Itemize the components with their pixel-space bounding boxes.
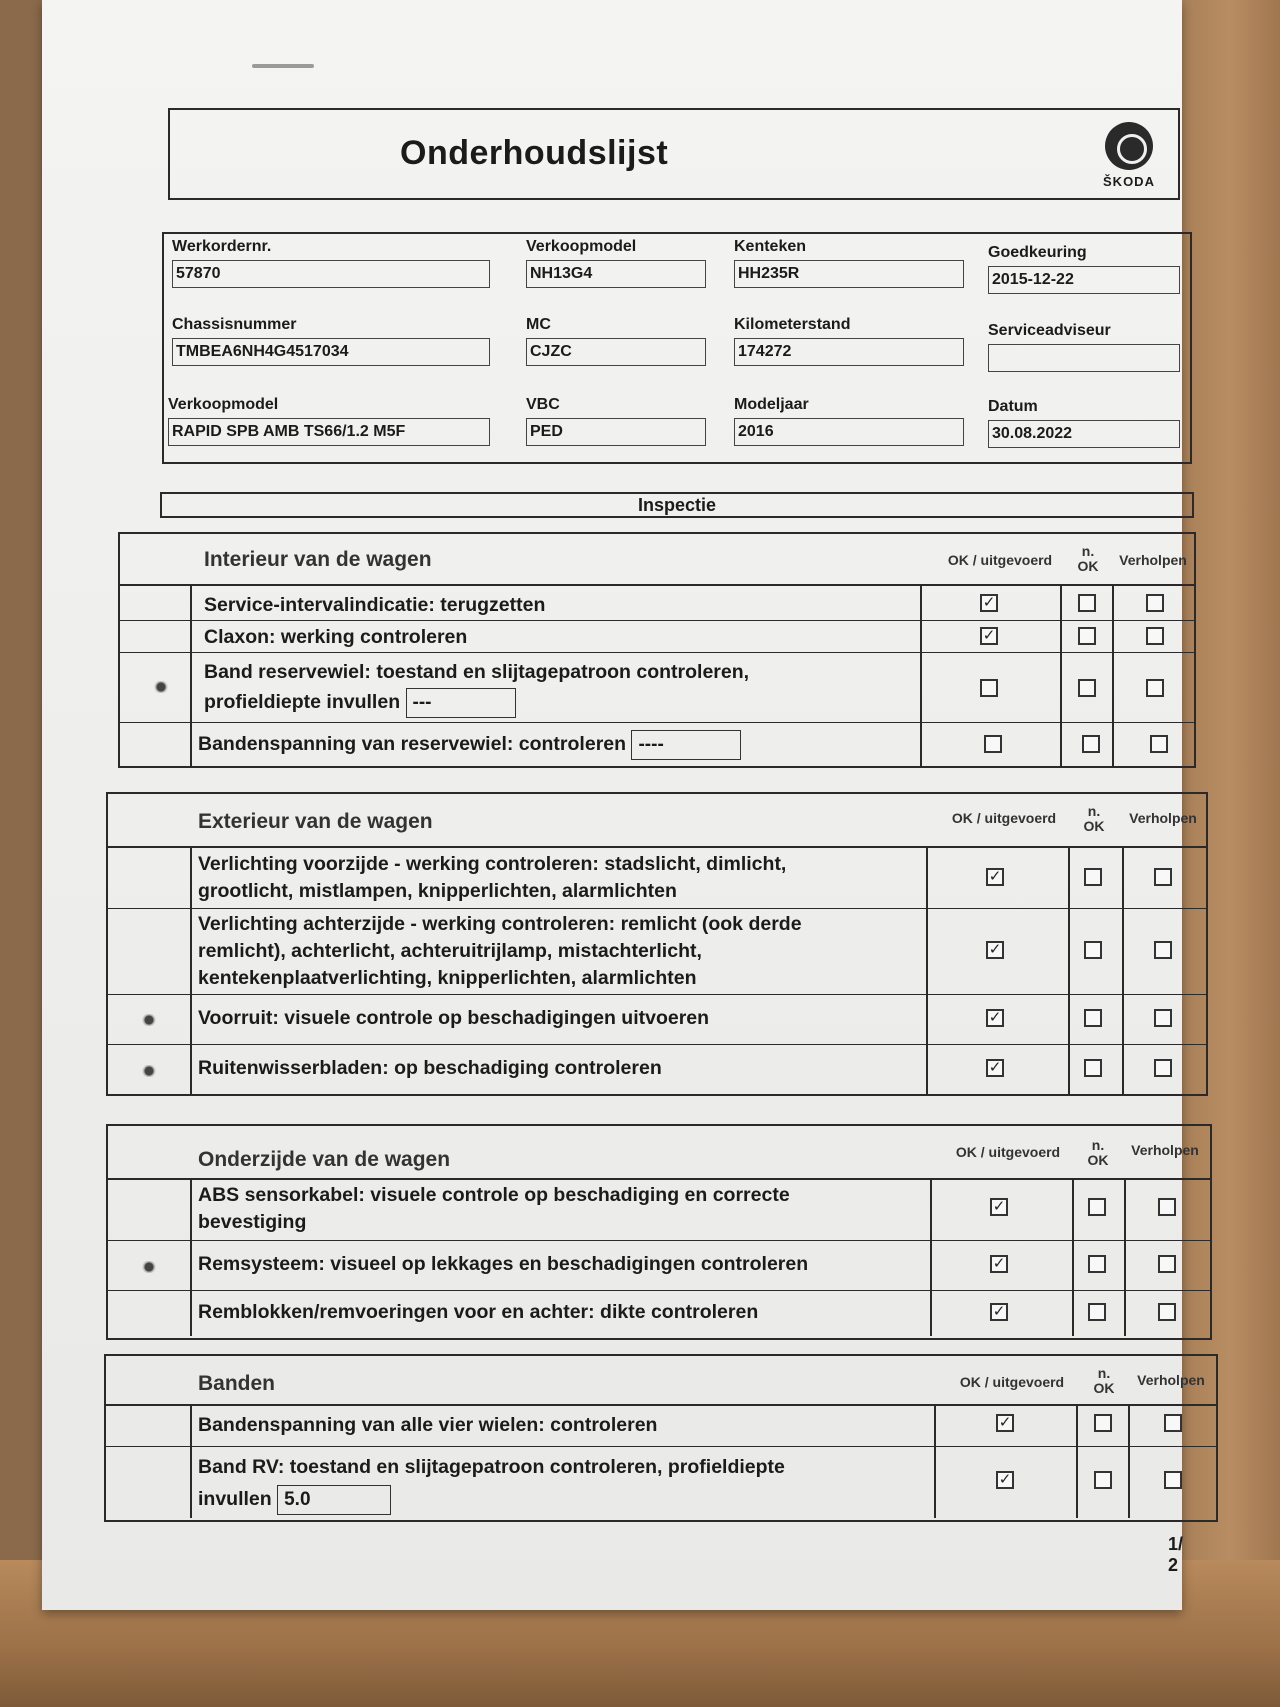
section-title: Banden [198,1372,276,1395]
checklist-row: Band RV: toestand en slijtagepatroon controleren, profieldiepte invullen 5.0 ✓ [106,1446,1216,1518]
ok-checkbox[interactable]: ✓ [996,1414,1014,1432]
section-exterieur [106,792,1208,1096]
fixed-checkbox[interactable] [1146,594,1164,612]
nok-checkbox[interactable] [1088,1303,1106,1321]
fixed-checkbox[interactable] [1154,868,1172,886]
nok-checkbox[interactable] [1084,1059,1102,1077]
section-title: Interieur van de wagen [204,548,432,571]
ok-checkbox[interactable]: ✓ [986,941,1004,959]
field-chassisnummer: Chassisnummer TMBEA6NH4G4517034 [172,316,490,366]
nok-checkbox[interactable] [1088,1255,1106,1273]
ok-checkbox[interactable] [984,735,1002,753]
checklist-row: Service-intervalindicatie: terugzetten ✓ [120,586,1194,620]
fixed-checkbox[interactable] [1154,1059,1172,1077]
brand-name: ŠKODA [1103,174,1155,189]
field-kilometerstand: Kilometerstand 174272 [734,316,964,366]
section-header [120,534,1194,586]
nok-checkbox[interactable] [1084,1009,1102,1027]
section-banden [104,1354,1218,1522]
section-header [106,1356,1216,1406]
vehicle-info-box [162,232,1192,464]
eye-icon [138,1014,160,1026]
checklist-row: Band reservewiel: toestand en slijtagepatroon controleren, profieldiepte invullen --- [120,652,1194,722]
ok-checkbox[interactable]: ✓ [980,594,998,612]
field-modeljaar: Modeljaar 2016 [734,396,964,446]
fixed-checkbox[interactable] [1146,679,1164,697]
nok-checkbox[interactable] [1078,594,1096,612]
checklist-row: Bandenspanning van reservewiel: controleren ---- [120,722,1194,766]
section-rows [120,586,1194,766]
ok-checkbox[interactable]: ✓ [990,1303,1008,1321]
section-rows [108,1180,1210,1336]
col-ok: OK / uitgevoerd [959,1374,1065,1390]
section-title: Onderzijde van de wagen [198,1148,451,1171]
document-page [42,0,1205,1610]
field-verkoopmodel-name: Verkoopmodel RAPID SPB AMB TS66/1.2 M5F [168,396,490,446]
fixed-checkbox[interactable] [1158,1255,1176,1273]
fixed-checkbox[interactable] [1146,627,1164,645]
col-verholpen: Verholpen [1131,1142,1199,1158]
ok-checkbox[interactable]: ✓ [986,1059,1004,1077]
section-interieur [118,532,1196,768]
eye-icon [138,1261,160,1273]
fixed-checkbox[interactable] [1164,1414,1182,1432]
section-header [108,1126,1210,1180]
col-nok: n. OK [1093,1365,1115,1396]
ok-checkbox[interactable]: ✓ [990,1198,1008,1216]
page-number: 1/ 2 [1168,1534,1184,1575]
ok-checkbox[interactable] [980,679,998,697]
nok-checkbox[interactable] [1094,1471,1112,1489]
col-nok: n. OK [1087,1137,1109,1168]
field-verkoopmodel-code: Verkoopmodel NH13G4 [526,238,706,288]
nok-checkbox[interactable] [1084,941,1102,959]
nok-checkbox[interactable] [1078,679,1096,697]
field-serviceadviseur: Serviceadviseur [988,322,1180,372]
field-kenteken: Kenteken HH235R [734,238,964,288]
section-title: Exterieur van de wagen [198,810,433,833]
section-rows [106,1406,1216,1518]
profieldiepte-input[interactable]: --- [406,688,516,718]
profieldiepte-rv-input[interactable]: 5.0 [277,1485,391,1515]
nok-checkbox[interactable] [1078,627,1096,645]
checklist-row: Verlichting voorzijde - werking controleren: stadslicht, dimlicht, grootlicht, mistlampen, knipperlichten, alarmlichten ✓ [108,848,1206,908]
skoda-logo-icon [1105,122,1153,170]
fixed-checkbox[interactable] [1150,735,1168,753]
checklist-row: Bandenspanning van alle vier wielen: controleren ✓ [106,1406,1216,1446]
fixed-checkbox[interactable] [1154,941,1172,959]
checklist-row: Remsysteem: visueel op lekkages en beschadigingen controleren ✓ [108,1240,1210,1290]
checklist-row: Verlichting achterzijde - werking controleren: remlicht (ook derde remlicht), achterlicht, achteruitrijlamp, mistachterlicht, kentekenplaatverlichting, knipperlichten, alarmlichten ✓ [108,908,1206,994]
section-header [108,794,1206,848]
field-mc: MC CJZC [526,316,706,366]
page-title: Onderhoudslijst [400,134,669,172]
fixed-checkbox[interactable] [1158,1303,1176,1321]
field-goedkeuring: Goedkeuring 2015-12-22 [988,244,1180,294]
eye-icon [150,681,172,693]
col-ok: OK / uitgevoerd [947,552,1053,568]
eye-icon [138,1065,160,1077]
nok-checkbox[interactable] [1094,1414,1112,1432]
checklist-row: Ruitenwisserbladen: op beschadiging controleren ✓ [108,1044,1206,1094]
field-datum: Datum 30.08.2022 [988,398,1180,448]
nok-checkbox[interactable] [1082,735,1100,753]
col-verholpen: Verholpen [1129,810,1197,826]
inspection-heading: Inspectie [160,492,1194,518]
bandenspanning-input[interactable]: ---- [631,730,741,760]
ok-checkbox[interactable]: ✓ [986,1009,1004,1027]
checklist-row: Remblokken/remvoeringen voor en achter: dikte controleren ✓ [108,1290,1210,1336]
staple [252,64,314,68]
checklist-row: Claxon: werking controleren ✓ [120,620,1194,652]
checklist-row: Voorruit: visuele controle op beschadigingen uitvoeren ✓ [108,994,1206,1044]
col-verholpen: Verholpen [1119,552,1187,568]
ok-checkbox[interactable]: ✓ [990,1255,1008,1273]
fixed-checkbox[interactable] [1158,1198,1176,1216]
checklist-row: ABS sensorkabel: visuele controle op beschadiging en correcte bevestiging ✓ [108,1180,1210,1240]
section-onderzijde [106,1124,1212,1340]
title-box [168,108,1180,200]
col-nok: n. OK [1077,543,1099,574]
col-verholpen: Verholpen [1137,1372,1205,1388]
nok-checkbox[interactable] [1084,868,1102,886]
col-ok: OK / uitgevoerd [951,810,1057,826]
section-rows [108,848,1206,1094]
ok-checkbox[interactable]: ✓ [980,627,998,645]
field-vbc: VBC PED [526,396,706,446]
skoda-logo [1094,122,1164,189]
col-ok: OK / uitgevoerd [955,1144,1061,1160]
ok-checkbox[interactable]: ✓ [986,868,1004,886]
fixed-checkbox[interactable] [1164,1471,1182,1489]
fixed-checkbox[interactable] [1154,1009,1172,1027]
col-nok: n. OK [1083,803,1105,834]
nok-checkbox[interactable] [1088,1198,1106,1216]
ok-checkbox[interactable]: ✓ [996,1471,1014,1489]
field-werkordernr: Werkordernr. 57870 [172,238,490,288]
